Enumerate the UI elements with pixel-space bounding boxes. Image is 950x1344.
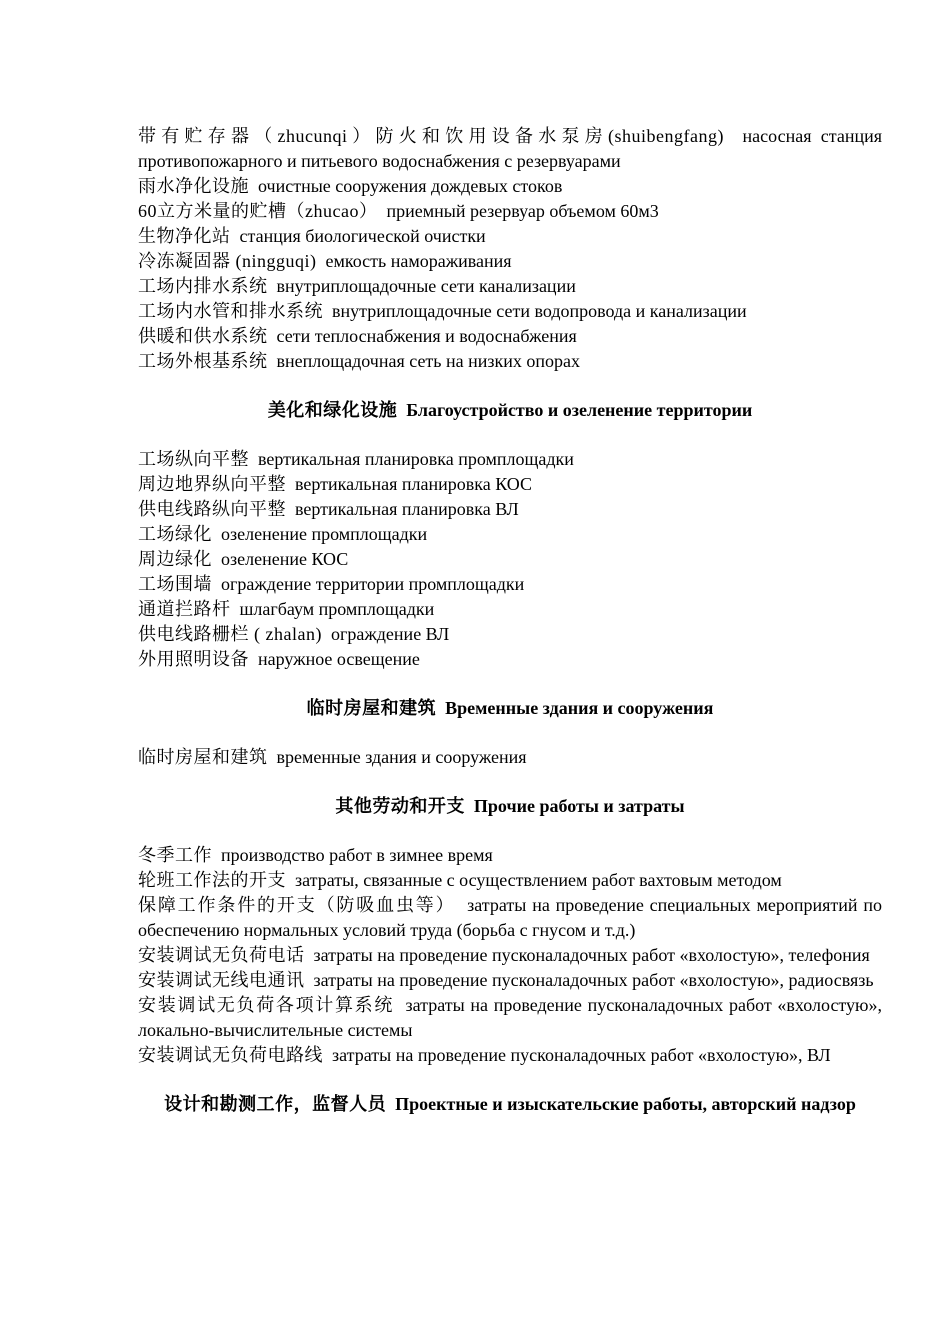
heading-chinese: 设计和勘测工作，监督人员 xyxy=(164,1094,387,1114)
glossary-entry xyxy=(138,174,882,199)
glossary-entry xyxy=(138,622,882,647)
glossary-entry xyxy=(138,597,882,622)
entry-chinese: 周边地界纵向平整 xyxy=(138,474,286,494)
glossary-entry xyxy=(138,497,882,522)
entry-chinese: 供暖和供水系统 xyxy=(138,326,268,346)
glossary-entry xyxy=(138,349,882,374)
entry-russian: насосная станция противопожарного и питьевого водоснабжения с резервуарами xyxy=(138,126,882,171)
glossary-entry xyxy=(138,274,882,299)
entry-chinese: 安装调试无负荷电话 xyxy=(138,945,305,965)
entry-chinese: 供电线路纵向平整 xyxy=(138,499,286,519)
section xyxy=(138,794,882,1068)
heading-chinese: 临时房屋和建筑 xyxy=(306,698,437,718)
glossary-entry xyxy=(138,472,882,497)
entry-chinese: 冬季工作 xyxy=(138,845,212,865)
glossary-entry xyxy=(138,199,882,224)
heading-russian: Временные здания и сооружения xyxy=(445,698,714,718)
entry-chinese: 供电线路栅栏 ( zhalan) xyxy=(138,624,322,644)
entry-russian: внутриплощадочные сети канализации xyxy=(276,276,576,296)
entry-chinese: 生物净化站 xyxy=(138,226,231,246)
glossary-entry xyxy=(138,868,882,893)
entry-chinese: 安装调试无负荷各项计算系统 xyxy=(138,995,395,1015)
entry-russian: приемный резервуар объемом 60м3 xyxy=(386,201,659,221)
entry-russian: озеленение КОС xyxy=(221,549,349,569)
entry-chinese: 周边绿化 xyxy=(138,549,212,569)
section-heading xyxy=(138,696,882,721)
section-heading xyxy=(138,398,882,423)
entry-russian: вертикальная планировка КОС xyxy=(295,474,532,494)
glossary-entry xyxy=(138,224,882,249)
glossary-entry xyxy=(138,647,882,672)
entry-russian: затраты на проведение специальных мероприятий по обеспечению нормальных условий труда (борьба с гнусом и т.д.) xyxy=(138,895,883,940)
entry-russian: емкость намораживания xyxy=(325,251,512,271)
entry-chinese: 工场绿化 xyxy=(138,524,212,544)
entry-chinese: 安装调试无负荷电路线 xyxy=(138,1045,323,1065)
glossary-entry xyxy=(138,299,882,324)
entry-russian: внеплощадочная сеть на низких опорах xyxy=(276,351,581,371)
glossary-entry xyxy=(138,893,882,943)
entry-russian: затраты на проведение пусконаладочных работ «вхолостую», ВЛ xyxy=(332,1045,831,1065)
glossary-entry xyxy=(138,124,882,174)
glossary-entry xyxy=(138,324,882,349)
entry-chinese: 保障工作条件的开支（防吸血虫等） xyxy=(138,895,456,915)
heading-russian: Благоустройство и озеленение территории xyxy=(406,400,753,420)
entry-chinese: 工场内水管和排水系统 xyxy=(138,301,323,321)
heading-chinese: 美化和绿化设施 xyxy=(267,400,398,420)
entry-russian: очистные сооружения дождевых стоков xyxy=(258,176,563,196)
entry-russian: затраты на проведение пусконаладочных работ «вхолостую», телефония xyxy=(313,945,870,965)
section-heading xyxy=(138,794,882,819)
entry-chinese: 工场外根基系统 xyxy=(138,351,268,371)
entry-russian: наружное освещение xyxy=(258,649,420,669)
glossary-entry xyxy=(138,993,882,1043)
entry-russian: затраты на проведение пусконаладочных работ «вхолостую», радиосвязь xyxy=(313,970,874,990)
glossary-entry xyxy=(138,1043,882,1068)
entry-chinese: 雨水净化设施 xyxy=(138,176,249,196)
entry-russian: озеленение промплощадки xyxy=(221,524,428,544)
entry-russian: затраты на проведение пусконаладочных работ «вхолостую», локально-вычислительные системы xyxy=(138,995,883,1040)
section xyxy=(138,696,882,770)
heading-russian: Прочие работы и затраты xyxy=(473,796,685,816)
entry-russian: затраты, связанные с осуществлением работ вахтовым методом xyxy=(295,870,782,890)
entry-chinese: 带有贮存器（zhucunqi）防火和饮用设备水泵房(shuibengfang) xyxy=(138,126,725,146)
entry-chinese: 轮班工作法的开支 xyxy=(138,870,286,890)
entry-chinese: 工场围墙 xyxy=(138,574,212,594)
entry-chinese: 通道拦路杆 xyxy=(138,599,231,619)
entry-chinese: 临时房屋和建筑 xyxy=(138,747,268,767)
section xyxy=(138,398,882,672)
entry-russian: вертикальная планировка ВЛ xyxy=(295,499,519,519)
entry-russian: временные здания и сооружения xyxy=(276,747,527,767)
document-body xyxy=(138,124,882,1141)
entry-chinese: 工场纵向平整 xyxy=(138,449,249,469)
entry-chinese: 冷冻凝固器 (ningguqi) xyxy=(138,251,317,271)
section xyxy=(138,124,882,374)
entry-chinese: 60立方米量的贮槽（zhucao） xyxy=(138,201,378,221)
entry-chinese: 安装调试无线电通讯 xyxy=(138,970,305,990)
section xyxy=(138,1092,882,1117)
section-heading xyxy=(138,1092,882,1117)
glossary-entry xyxy=(138,522,882,547)
entry-chinese: 外用照明设备 xyxy=(138,649,249,669)
entry-russian: шлагбаум промплощадки xyxy=(239,599,435,619)
glossary-entry xyxy=(138,943,882,968)
entry-russian: ограждение ВЛ xyxy=(330,624,450,644)
heading-chinese: 其他劳动和开支 xyxy=(335,796,465,816)
entry-russian: сети теплоснабжения и водоснабжения xyxy=(276,326,577,346)
glossary-entry xyxy=(138,745,882,770)
glossary-entry xyxy=(138,572,882,597)
glossary-entry xyxy=(138,968,882,993)
glossary-entry xyxy=(138,249,882,274)
entry-russian: внутриплощадочные сети водопровода и канализации xyxy=(332,301,747,321)
entry-russian: производство работ в зимнее время xyxy=(221,845,493,865)
glossary-entry xyxy=(138,447,882,472)
glossary-entry xyxy=(138,843,882,868)
heading-russian: Проектные и изыскательские работы, авторский надзор xyxy=(395,1094,856,1114)
entry-russian: вертикальная планировка промплощадки xyxy=(258,449,574,469)
entry-russian: станция биологической очистки xyxy=(239,226,486,246)
entry-chinese: 工场内排水系统 xyxy=(138,276,268,296)
entry-russian: ограждение территории промплощадки xyxy=(221,574,525,594)
glossary-entry xyxy=(138,547,882,572)
